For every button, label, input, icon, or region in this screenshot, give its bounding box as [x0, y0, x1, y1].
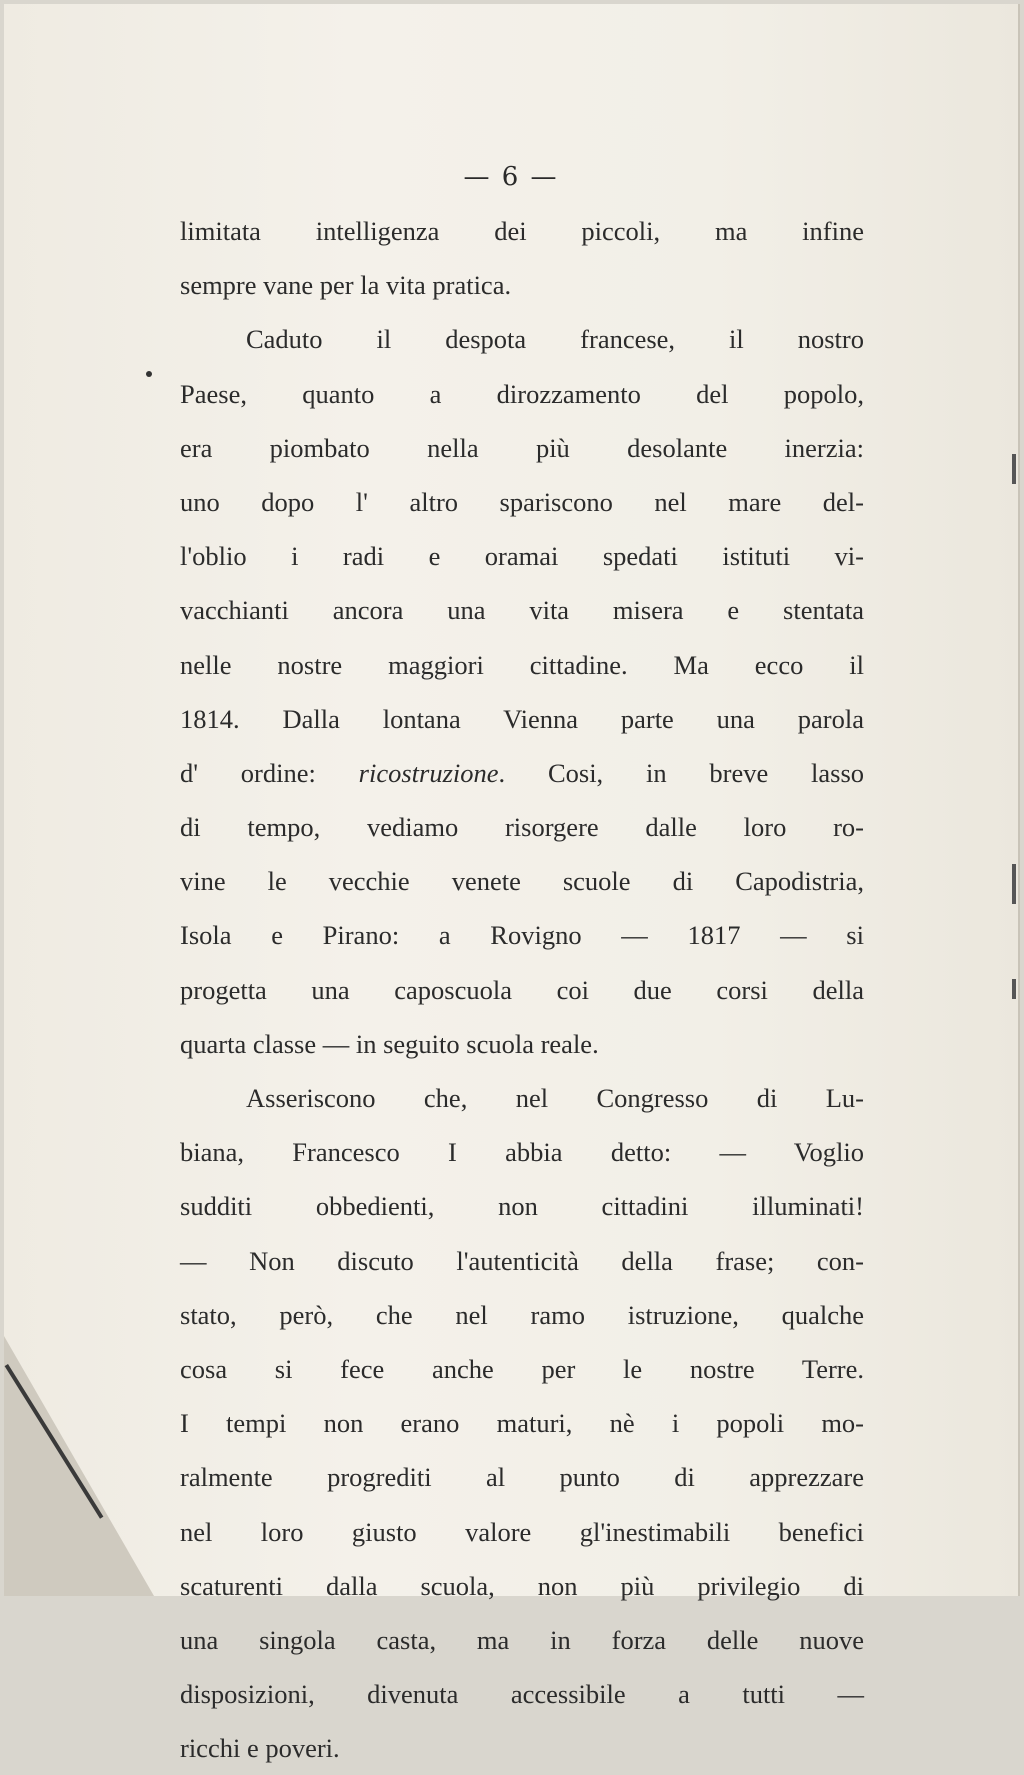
text-line: [180, 1071, 864, 1125]
text-span: Isola e Pirano: a Rovigno — 1817 — si: [180, 920, 864, 951]
text-line: [180, 1125, 864, 1179]
text-line: [180, 1396, 864, 1450]
text-line: [180, 258, 864, 312]
text-line: [180, 963, 864, 1017]
book-page: [4, 4, 1020, 1764]
text-span: Paese, quanto a dirozzamento del popolo,: [180, 378, 864, 409]
text-span: disposizioni, divenuta accessibile a tutti —: [180, 1679, 864, 1710]
text-line: [180, 1450, 864, 1504]
text-line: [180, 800, 864, 854]
folded-corner: [4, 1336, 154, 1596]
text-line: [180, 583, 864, 637]
text-span: nelle nostre maggiori cittadine. Ma ecco il: [180, 649, 864, 680]
text-span: quarta classe — in seguito scuola reale.: [180, 1028, 599, 1059]
text-line: [180, 1505, 864, 1559]
text-line: [180, 475, 864, 529]
text-span: cosa si fece anche per le nostre Terre.: [180, 1353, 864, 1384]
text-span: ricchi e poveri.: [180, 1733, 340, 1764]
edge-mark-top: [1012, 454, 1016, 484]
italic-word: ricostruzione: [358, 757, 499, 788]
text-span: I tempi non erano maturi, nè i popoli mo-: [180, 1408, 864, 1439]
edge-mark-middle: [1012, 864, 1016, 904]
text-line: [180, 312, 864, 366]
text-line: [180, 1559, 864, 1613]
text-line: [180, 1017, 864, 1071]
text-line: [180, 421, 864, 475]
text-line: [180, 1288, 864, 1342]
edge-mark-lower: [1012, 979, 1016, 999]
text-span: era piombato nella più desolante inerzia:: [180, 432, 864, 463]
text-line: [180, 692, 864, 746]
text-span: limitata intelligenza dei piccoli, ma infine: [180, 216, 864, 246]
text-span: sempre vane per la vita pratica.: [180, 270, 512, 301]
text-line: [180, 1721, 864, 1775]
text-line: [180, 746, 864, 800]
text-span: 1814. Dalla lontana Vienna parte una parola: [180, 703, 864, 734]
text-span: una singola casta, ma in forza delle nuove: [180, 1624, 864, 1655]
text-span: . Cosi, in breve lasso: [498, 757, 865, 788]
text-span: scaturenti dalla scuola, non più privilegio di: [180, 1570, 864, 1601]
text-line: [180, 638, 864, 692]
text-span: Caduto il despota francese, il nostro: [246, 324, 864, 355]
text-span: l'oblio i radi e oramai spedati istituti vi-: [180, 541, 864, 572]
text-line: [180, 1613, 864, 1667]
text-line: [180, 908, 864, 962]
text-span: stato, però, che nel ramo istruzione, qualche: [180, 1299, 864, 1330]
text-span: biana, Francesco I abbia detto: — Voglio: [180, 1137, 864, 1168]
text-span: nel loro giusto valore gl'inestimabili benefici: [180, 1516, 864, 1547]
text-line: [180, 529, 864, 583]
text-span: vacchianti ancora una vita misera e stentata: [180, 595, 864, 626]
text-line: [180, 367, 864, 421]
text-span: vine le vecchie venete scuole di Capodistria,: [180, 866, 864, 897]
text-span: ralmente progrediti al punto di apprezzare: [180, 1462, 864, 1493]
page-number: — 6 —: [463, 162, 559, 192]
text-line: [180, 204, 864, 258]
text-span: di tempo, vediamo risorgere dalle loro ro-: [180, 812, 864, 843]
text-span: sudditi obbedienti, non cittadini illuminati!: [180, 1191, 864, 1222]
text-line: [180, 1342, 864, 1396]
text-span: — Non discuto l'autenticità della frase; con-: [180, 1245, 864, 1276]
text-span: progetta una caposcuola coi due corsi della: [180, 974, 864, 1005]
margin-dot: [146, 371, 152, 377]
text-line: [180, 1234, 864, 1288]
text-line: [180, 854, 864, 908]
text-span: uno dopo l' altro spariscono nel mare del-: [180, 486, 864, 517]
text-span: d' ordine:: [180, 757, 359, 788]
text-line: [180, 1179, 864, 1233]
body-text: [180, 204, 864, 1775]
text-span: Asseriscono che, nel Congresso di Lu-: [246, 1083, 864, 1113]
text-line: [180, 1667, 864, 1721]
